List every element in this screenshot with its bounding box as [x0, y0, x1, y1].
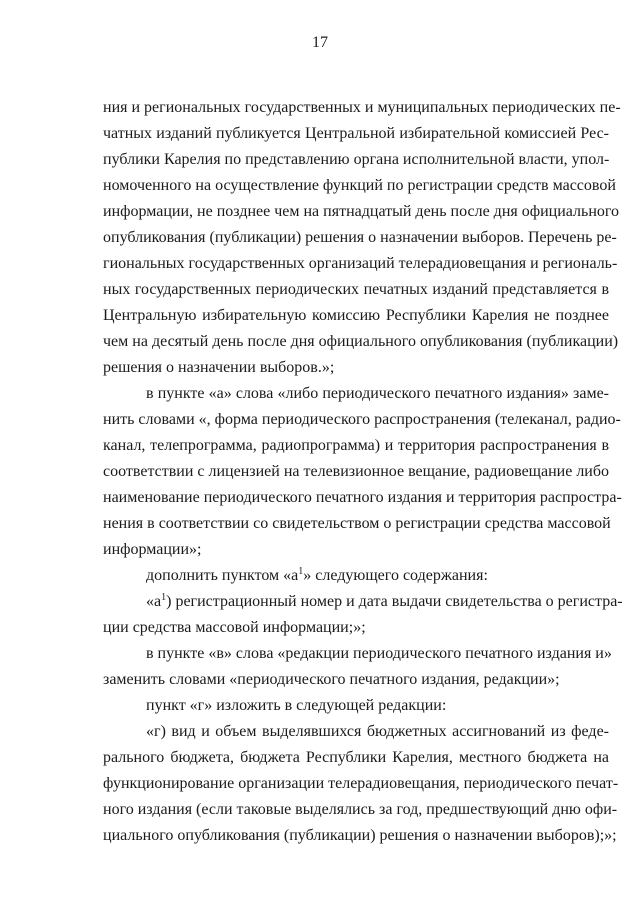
text-line: публики Карелия по представлению органа исполнительной власти, упол-	[103, 151, 610, 168]
text-line: чем на десятый день после дня официального опубликования (публикации)	[103, 333, 619, 350]
text-line: функционирование организации телерадиовещания, периодического печат-	[103, 775, 619, 792]
text-line: соответствии с лицензией на телевизионное вещание, радиовещание либо	[103, 463, 610, 480]
text-line: гиональных государственных организаций телерадиовещания и региональ-	[103, 255, 618, 272]
text-line: опубликования (публикации) решения о назначении выборов. Перечень ре-	[103, 229, 617, 246]
text-line: ции средства массовой информации;»;	[103, 619, 366, 636]
text-line: в пункте «а» слова «либо периодического печатного издания» заме-	[146, 385, 609, 402]
text-line: «г) вид и объем выделявшихся бюджетных ассигнований из феде-	[146, 723, 609, 740]
text-line: циального опубликования (публикации) решения о назначении выборов);»;	[103, 827, 617, 844]
text-line: наименование периодического печатного издания и территория распростра-	[103, 489, 622, 506]
text-line: ных государственных периодических печатных изданий представляется в	[103, 281, 609, 298]
text-line: заменить словами «периодического печатного издания, редакции»;	[103, 671, 560, 688]
text-line: ния и региональных государственных и муниципальных периодических пе-	[103, 99, 621, 116]
text-line: в пункте «в» слова «редакции периодического печатного издания и»	[146, 645, 612, 662]
text-line: информации, не позднее чем на пятнадцатый день после дня официального	[103, 203, 620, 220]
text-line: ного издания (если таковые выделялись за год, предшествующий дню офи-	[103, 801, 618, 818]
text-line: Центральную избирательную комиссию Республики Карелия не позднее	[103, 307, 609, 324]
text-line: дополнить пунктом «$а^1$» следующего содержания:	[146, 566, 488, 584]
text-line: нить словами «, форма периодического распространения (телеканал, радио-	[103, 411, 621, 428]
text-line: «$а^1$) регистрационный номер и дата выдачи свидетельства о регистра-	[146, 592, 623, 610]
text-line: чатных изданий публикуется Центральной избирательной комиссией Рес-	[103, 125, 609, 142]
text-line: номоченного на осуществление функций по регистрации средств массовой	[103, 177, 616, 194]
page-number: 17	[312, 34, 328, 51]
text-line: нения в соответствии со свидетельством о регистрации средства массовой	[103, 515, 611, 532]
text-line: пункт «г» изложить в следующей редакции:	[146, 697, 447, 714]
text-line: канал, телепрограмма, радиопрограмма) и территория распространения в	[103, 437, 609, 454]
text-line: рального бюджета, бюджета Республики Карелия, местного бюджета на	[103, 749, 609, 766]
text-line: решения о назначении выборов.»;	[103, 359, 335, 376]
text-line: информации»;	[103, 541, 202, 558]
